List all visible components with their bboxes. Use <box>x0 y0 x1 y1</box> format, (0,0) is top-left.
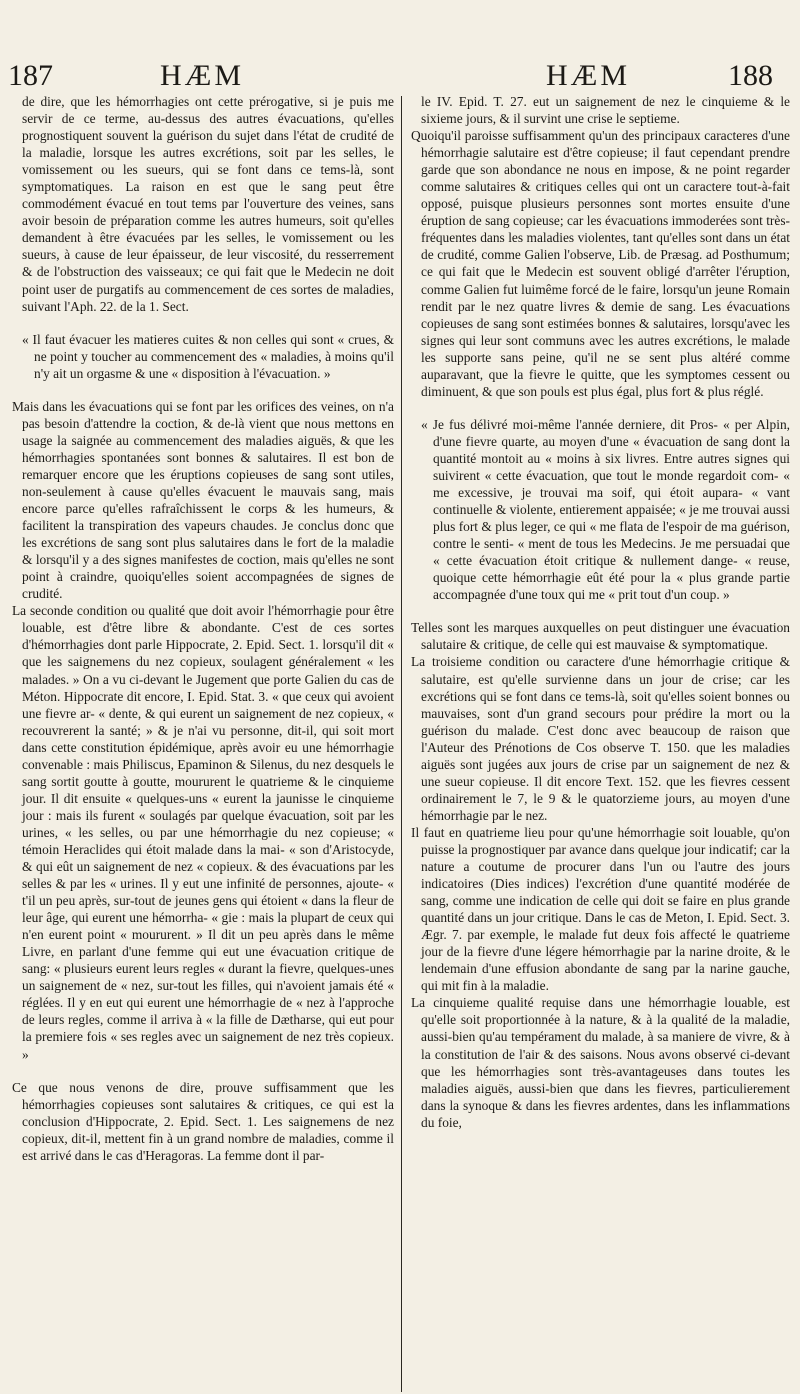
running-head-right: HÆM <box>546 59 631 92</box>
paragraph: Il faut en quatrieme lieu pour qu'une hémorrhagie soit louable, qu'on puisse la prognostiquer par avance dans quelque jour indicatif; car la nature a coutume de procurer dans l'un ou l'autre des jours indicatoires (Dies indices) l'excrétion d'une quantité modérée de sang, comme une indication de celle qui doit se faire en plus grande quantité dans un jour critique. Dans le cas de Meton, I. Epid. Sect. 3. Ægr. 7. par exemple, le malade fut deux fois affecté le quatrieme jour de la fievre d'une légere hémorrhagie par la narine droite, & le lendemain d'une effusion abondante de sang par la narine gauche, qui mit fin à la maladie. <box>411 824 790 994</box>
paragraph: La troisieme condition ou caractere d'une hémorrhagie critique & salutaire, est qu'elle survienne dans un jour de crise; car les excrétions qui se font dans ce tems-là, soit qu'elles soient bonnes ou mauvaises, sont d'un grand secours pour prédire la mort ou la guérison du malade. C'est donc avec beaucoup de raison que l'Auteur des Prénotions de Cos observe T. 150. que les maladies aiguës sont jugées aux jours de crise par un saignement de nez & une sueur copieuse. Il dit encore Text. 152. que les fievres cessent ordinairement le 7, le 9 & le quatorzieme jours, au moyen d'une hémorrhagie par le nez. <box>411 654 790 823</box>
quotation: « Il faut évacuer les matieres cuites & non celles qui sont « crues, & ne point y toucher au commencement des « maladies, à moins qu'il n'y ait un orgasme & une « disposition à l'évacuation. » <box>22 331 394 381</box>
paragraph: Telles sont les marques auxquelles on peut distinguer une évacuation salutaire & critique, de celle qui est mauvaise & symptomatique. <box>411 620 790 653</box>
paragraph: le IV. Epid. T. 27. eut un saignement de nez le cinquieme & le sixieme jours, & il survint une crise le septieme. <box>421 94 790 127</box>
paragraph: Mais dans les évacuations qui se font par les orifices des veines, on n'a pas besoin d'attendre la coction, & de-là vient que nous mettons en usage la saignée au commencement des maladies aiguës, & que les hémorrhagies spontanées sont bonnes & salutaires. Il est bon de remarquer encore que les éruptions copieuses de sang sont utiles, non-seulement à cause qu'elles évacuent le mauvais sang, mais encore parce qu'elles rafraîchissent le corps & les humeurs, & facilitent la transpiration des vapeurs chaudes. Je conclus donc que les excrétions de sang sont plus salutaires dans le fort de la maladie & lorsqu'il y a des signes manifestes de coction, mais qu'elles ne sont point à craindre, quoiqu'elles soient accompagnées de signes de crudité. <box>12 398 394 602</box>
quotation: « Je fus délivré moi-même l'année derniere, dit Pros- « per Alpin, d'une fievre quarte, au moyen d'une « évacuation de sang dont la quantité montoit au « moins à six livres. Entre autres signes qui suivirent « cette évacuation, que tout le monde regardoit com- « me excessive, je trouvai ma soif, qui étoit aupara- « vant continuelle & violente, entierement appaisée; « je me trouvai aussi plus fort & plus leger, ce qui « me flata de l'espoir de ma guérison, contre le senti- « ment de tous les Medecins. Je me persuadai que « cette évacuation étoit critique & nullement dange- « reuse, quoique cette hémorrhagie eût été pour la « plus grande partie accompagnée d'une toux qui me « prit tout d'un coup. » <box>421 416 790 603</box>
page-header <box>0 58 800 94</box>
left-column <box>12 93 394 1164</box>
column-divider <box>401 96 402 1392</box>
paragraph: La cinquieme qualité requise dans une hémorrhagie louable, est qu'elle soit proportionnée à la nature, & à la qualité de la maladie, aussi-bien qu'au tempérament du malade, à sa maniere de vivre, & à la constitution de l'air & des saisons. Nous avons observé ci-devant que les hémorrhagies sont très-avantageuses dans toutes les maladies aiguës, aussi-bien que dans les fievres, particulierement dans la synoque & dans les fievres ardentes, dans les inflammations du foie, <box>411 995 790 1130</box>
paragraph: Ce que nous venons de dire, prouve suffisamment que les hémorrhagies copieuses sont salutaires & critiques, ce qui est la conclusion d'Hippocrate, 2. Epid. Sect. 1. Les saignemens de nez copieux, dit-il, mettent fin à un grand nombre de maladies, comme il est arrivé dans le cas d'Heragoras. La femme dont il par- <box>12 1079 394 1163</box>
right-column <box>411 93 790 1131</box>
running-head-left: HÆM <box>160 59 245 92</box>
paragraph: Quoiqu'il paroisse suffisamment qu'un des principaux caracteres d'une hémorrhagie salutaire est d'être copieuse; il faut cependant prendre garde que son abondance ne nous en impose, & ne point regarder comme salutaires & critiques celles qui ont un caractere tout-à-fait opposé, puisque plusieurs personnes sont mortes ensuite d'une éruption de sang copieuse; car les évacuations immoderées sont très-fréquentes dans les maladies violentes, tant qu'elles sont dans un état de crudité, comme Galien l'observe, Lib. de Præsag. ad Posthumum; ce qui fait que le Medecin est souvent obligé d'arrêter l'éruption, comme Galien fut luimême forcé de le faire, lorsqu'un jeune Romain rendit par le nez quatre livres & demie de sang. Les évacuations copieuses de sang sont estimées bonnes & salutaires, lorsqu'avec les signes qui leur sont communs avec les autres excrétions, le malade les supporte sans peine, qu'il ne se sent plus altéré comme auparavant, que la fievre le quitte, que les symptomes cessent ou diminuent, & que son pouls est plus égal, plus fort & plus réglé. <box>411 128 790 399</box>
page-number-left: 187 <box>8 59 53 92</box>
paragraph: de dire, que les hémorrhagies ont cette prérogative, si je puis me servir de ce terme, au-dessus des autres évacuations, qu'elles prognostiquent souvent la guérison du sujet dans l'état de crudité de la maladie, lorsque les autres excrétions, soit par les selles, le vomissement ou les sueurs, qui se font dans ce tems-là, sont symptomatiques. La raison en est que le sang peut être commodément évacué en tout tems par l'ouverture des veines, sans avoir besoin de préparation comme les autres humeurs, soit qu'elles demandent à être évacuées par les selles, le vomissement ou les sueurs, à cause de leur épaisseur, de leur viscosité, du resserrement & de l'obstruction des vaisseaux; ce qui fait que le Medecin ne doit point user de purgatifs au commencement de ces sortes de maladies, suivant l'Aph. 22. de la 1. Sect. <box>22 94 394 314</box>
page-number-right: 188 <box>728 59 773 92</box>
paragraph: La seconde condition ou qualité que doit avoir l'hémorrhagie pour être louable, est d'être libre & abondante. C'est de ces sortes d'hémorrhagies dont parle Hippocrate, 2. Epid. Sect. 1. lorsqu'il dit « que les saignemens du nez copieux, soulagent généralement « les malades. » On a vu ci-devant le Jugement que porte Galien du cas de Méton. Hippocrate dit encore, I. Epid. Stat. 3. « que ceux qui avoient une fievre ar- « dente, & qui eurent un saignement de nez copieux, « recouvrerent la santé; » & je n'ai vu personne, dit-il, qui soit mort dans cette constitution épidémique, après avoir eu une hémorrhagie convenable : mais Philiscus, Epaminon & Silenus, du nez desquels le sang sortit goutte à goutte, moururent le quatrieme & le cinquieme jour. Il dit ensuite « quelques-uns « eurent la jaunisse le cinquieme jour : mais ils furent « soulagés par quelque évacuation, soit par les urines, « les selles, ou par une hémorrhagie du nez copieuse; « témoin Heraclides qui étoit malade dans la mai- « son d'Aristocyde, & qui eût un saignement de nez « copieux. & des évacuations par les selles & par les « urines. Il y eut une infinité de personnes, ajoute- « t'il un peu après, sur-tout de jeunes gens qui étoient « dans la fleur de leur âge, qui eurent une hémorrha- « gie : mais la plupart de ceux qui n'en eurent point « moururent. » Il dit un peu après dans le même Livre, en parlant d'une femme qui eut une évacuation critique de sang: « plusieurs eurent leurs regles « durant la fievre, quelques-unes un saignement de « nez, sur-tout les filles, qui n'avoient jamais été « réglées. Il y en eut qui eurent une hémorrhagie de « nez à l'approche de leurs regles, comme il arriva à « la fille de Dætharse, qui eut pour la premiere fois « ses regles avec un saignement de nez très copieux. » <box>12 603 394 1062</box>
